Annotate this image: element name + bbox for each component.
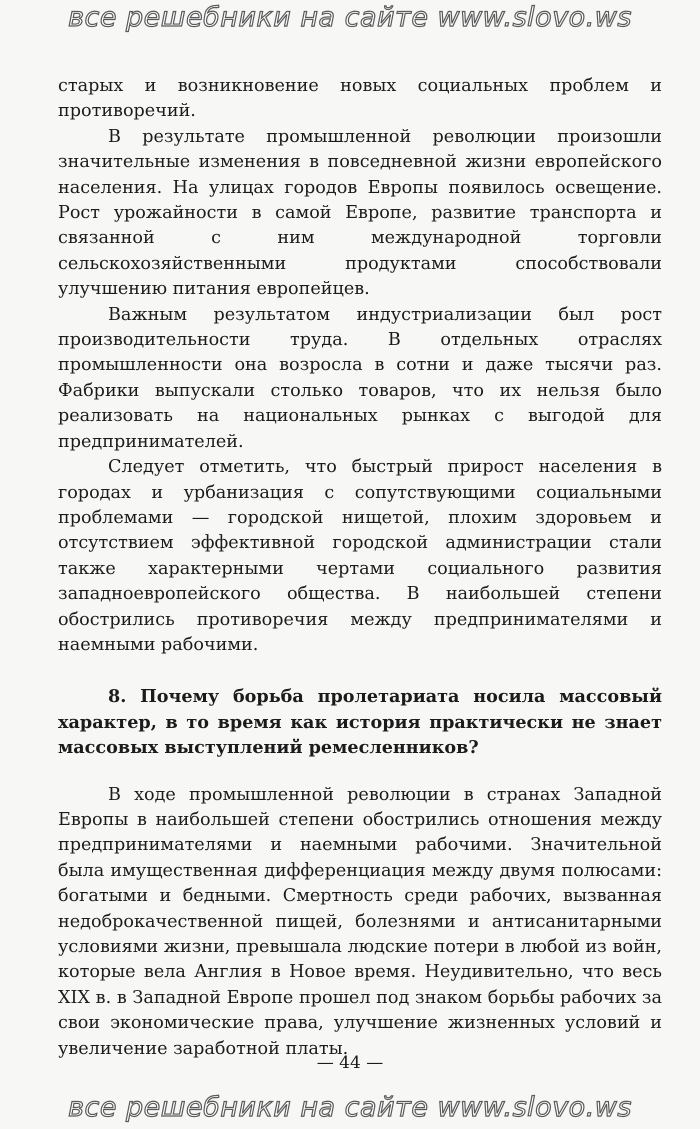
answer-paragraph: В ходе промышленной революции в странах Западной Европы в наибольшей степени обострились отношения между предпринимателями и наемными рабочими. Значительной была имущественная дифференциация между двумя полюсами: богатыми и бедными. Смертность среди рабочих, вызванная недоброкачественной пищей, болезнями и антисанитарными условиями жизни, превышала людские потери в любой из войн, которые вела Англия в Новое время. Неудивительно, что весь XIX в. в Западной Европе прошел под знаком борьбы рабочих за свои экономические права, улучшение жизненных условий и увеличение заработной платы. (58, 784, 662, 1059)
paragraph: Важным результатом индустриализации был рост производительности труда. В отдельных отраслях промышленности она возросла в сотни и даже тысячи раз. Фабрики выпускали столько товаров, что их нельзя было реализовать на национальных рынках с выгодой для предпринимателей. (58, 304, 662, 452)
paragraph: В результате промышленной революции произошли значительные изменения в повседневной жизни европейского населения. На улицах городов Европы появилось освещение. Рост урожайности в самой Европе, развитие транспорта и связанной с ним международной торговли сельскохозяйственными продуктами способствовали улучшению питания европейцев. (58, 126, 662, 300)
paragraph: Следует отметить, что быстрый прирост населения в городах и урбанизация с сопутствующими социальными проблемами — городской нищетой, плохим здоровьем и отсутствием эффективной городской администрации стали также характерными чертами социального развития западноевропейского общества. В наибольшей степени обострились противоречия между предпринимателями и наемными рабочими. (58, 457, 662, 655)
watermark-banner-bottom: все решебники на сайте www.slovo.ws (68, 1092, 632, 1123)
paragraph: старых и возникновение новых социальных проблем и противоречий. (58, 76, 662, 122)
watermark-banner-top: все решебники на сайте www.slovo.ws (68, 2, 632, 33)
question-heading: 8. Почему борьба пролетариата носила массовый характер, в то время как история практически не знает массовых выступлений ремесленников? (58, 686, 662, 759)
page-number: — 44 — (316, 1053, 384, 1073)
page-body (58, 74, 662, 1062)
